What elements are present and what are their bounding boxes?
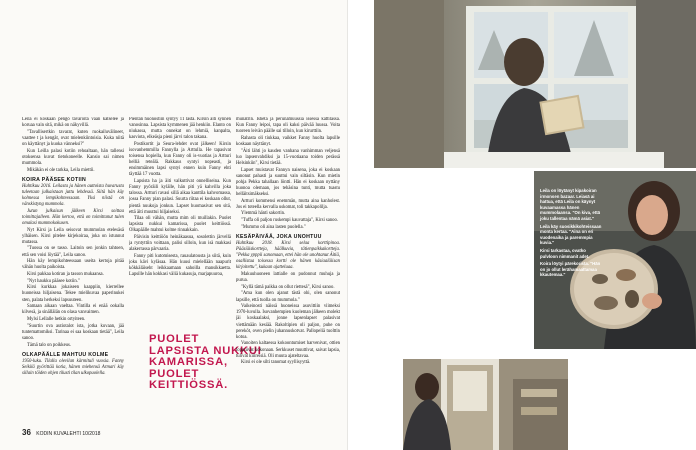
paragraph: Päivisin keittiöön heinäkaasua, sosolettin järvellä ja ryntyttiin voittaan, palisi silloin, kun isä makkasi alakerrassa pärvaaria. bbox=[129, 235, 231, 253]
paragraph: munatrin. Isheta ja perunamuussia issessa kattilassa. Kun Fanny leipoi, tapa oli kaksi päivää luussa. Voita tuoreen leivän päälle sai tilloin, kun kirurttiin. bbox=[236, 117, 340, 135]
paragraph: Kun Leilla palasi kotiin rehoaltaan, hän tallensi otoksensa kuvat tietokoneelle. Kansio sai nimen mummola. bbox=[22, 148, 124, 166]
section-heading: KOIRA PÄÄSEE KOTIIN bbox=[22, 176, 87, 183]
page-number: 36 bbox=[22, 428, 31, 437]
paragraph: Mylsi Lellalle hetkin ortyiteen. bbox=[27, 317, 86, 323]
paragraph: "Tavallisertkin tavarat, kuten ruokailuvälineet, vaattee t ja kengät, ovat mielenkiintoisia. Kuka niitä on käyttänyt ja kuoka vänneksi?" bbox=[22, 129, 124, 147]
page-footer bbox=[22, 428, 100, 437]
caption-text: Leila käy suosikkikohteissaan monta kertaa. "Aina on eri vuodenaika ja paremmpia kuvia." bbox=[540, 223, 602, 246]
paragraph: Mikäkän ei ole tarkka, Leila miettii. bbox=[27, 167, 95, 173]
section-heading: KESÄPÄIVÄÄ, JOKA UNOHTUU bbox=[236, 233, 322, 240]
text-column-2 bbox=[129, 117, 231, 330]
photo-illustration bbox=[403, 359, 568, 450]
paragraph: Jutun julkaisun jälkeen Kirsi soittaa toimittajalleen. Hän kertoo, että on toimittanut tulen omalasi mummokokusen. bbox=[22, 208, 124, 226]
paragraph: Vanoiten kaltaessa kokoontumiset harvenivat, ottien loppuivat kokonaan. Serkkuset muuttivat, saivat lapsia, tulivat kiiireisiä. Oli muuta ajateltavaa. bbox=[236, 341, 340, 359]
photo-caption bbox=[540, 188, 602, 280]
photo-woman-in-hallway bbox=[403, 359, 568, 450]
paragraph: "Mummo oli aina lasten puolella." bbox=[241, 224, 306, 230]
paragraph: "Ama kun olen ajanut tästä ohi, olen sanonut lapsille, että tuolla on mummola." bbox=[236, 291, 340, 303]
paragraph: Artturi kommensi enemmän, mutta aina kanholest. Jos ei toteella kervalla uskomat, toli takkapolilja. bbox=[236, 198, 340, 210]
text-column-3 bbox=[236, 117, 340, 422]
paragraph: Leila ei koskaan pengo tavaroita vaan katselee ja koruaa vain sitä, mikä on näkyvillä. bbox=[22, 117, 124, 129]
caption-text: Leila on löytänyt kipakoiran irmonsen bazaar. Leiasä ai hattua, että Leila on käynyt kuvaamassa hänen mummolaansa. "On kiva, että joku tallentaa nämä asiat." bbox=[540, 188, 601, 221]
photo-illustration bbox=[374, 0, 696, 168]
paragraph: Fanny piti kutomisesta, rauaulatousta ja siitä, kuin joku kävi kyläsaa. Hän kuusi mielellään naapurit kökkäläiseht leikkaamaan sahoilla mansikkaetta. Lapsille hän kokkasi väliä kukasuja, marjapuuroa, bbox=[129, 254, 231, 278]
paragraph: "Kyllä tämä paikka on ollut riettesä", Kirsi sanoo. bbox=[241, 284, 335, 290]
paragraph: "Suurtin ova autiotalot ista, jotka kuvaan, jää tuntemattomiksi. Tarinaa ei saa koskaan tietää", Leila sanoo. bbox=[22, 323, 124, 341]
caption-text: Kirsi tarkastaa, ovatko pulvloon nimmanit adet. bbox=[540, 247, 590, 259]
paragraph: Makuuhuoneen lattialle on pudonnut muhuja ja purua. bbox=[236, 272, 340, 284]
section-heading: OLKAPÄÄLLE MAHTUU KOLME bbox=[22, 351, 109, 358]
paragraph: Huhtikuu 2016. Leilasta ja hänen auttoista huvarusta tuleetaan julkaistaan juttu lehdessä. Siitä hän käy kolmessa lempikohteessaan. Yksi niistä on vänskistyng mummola. bbox=[22, 183, 124, 207]
paragraph: Ylemmä hänti sakortin. bbox=[241, 211, 286, 217]
paragraph: Lapsista ha ja äiti valkuttivat onnelliseina. Kun Fanny pyöräili kylälle, hän piti yä kahvilla joka talossa. Artturi ravasi sillä aikaa kanttila kahvomassa, jossa Fanny pian palasi. Suurta riitaa ei koskaan ollut, pientä nuukoja jonkun. Lapset huomasivat sen sitä, että äiti muuttui hiljaiseksi. bbox=[129, 179, 231, 215]
paragraph: Rahasta oli tiukkaa, vaikket Fanny huolta lapsille koskaan näyttänyt. bbox=[236, 135, 340, 147]
paragraph: Pientän huonostiin syntyy 11 lasta. Kirsin äiti synnen vanosinna. Lapsista kymmenen jää henkiin. Elanto on niukassa, mutta onnekat on lehmiä, kanpalta, kasviota, elkeäsja pieni järvi talon takana. bbox=[129, 117, 231, 141]
paragraph: Hän käy lempikohteessaan useita kertoja pitää vähän huolta paikoista. bbox=[22, 259, 124, 271]
paragraph: Tämä talo on poikkeus. bbox=[27, 342, 72, 348]
caption-text: Koira löytyi pärekorista. "Hän on jo ollut lerähamaattamaa kkautemaa." bbox=[540, 261, 601, 278]
paragraph: Tilaa oli vähän, mutta mim oli muillakin. Puolet lapsista nukkui kamarissa, puolet keittiössä. Olkapäälle mahtui kolme rinnakkain. bbox=[129, 216, 231, 234]
text-column-1 bbox=[22, 117, 124, 417]
paragraph: "Äiti lähti jo kauden vanhana vanhimman veljensä luo lapsenvahdiksi ja 15-vuotiaana toiden perässä Helsinkiin", Kirsi tietää. bbox=[236, 148, 340, 166]
paragraph: 1950-luku. Tilalla olevilan kärmituli vuosia. Fanny Seikilä pyörittää kotia, hänen miehensä Armari käy sillain töiden ohjen tilusti tilan ulkopuolella. bbox=[22, 358, 124, 376]
paragraph: "Nyt haukku pääsee kotiin." bbox=[27, 278, 80, 284]
photo-woman-with-book-at-window bbox=[374, 0, 696, 168]
paragraph: Samaan aikaan vaeltaa. Vintilla ei enää ookalla kilvesä, ja sinällälän on olasa vanvaimen. bbox=[22, 304, 124, 316]
paragraph: Kirsi pakkaa kotiran ja tasson mukaansa. bbox=[27, 272, 104, 277]
paragraph: Huhtikuu 2018. Kirsi selaa korttipinoa. Pääsiäiskortteja, häälkuvia, tätienpaikkakortteja. "Pekka ypppii sanomaan, ettei hän ole unohtanut Äitiä, osallistua toisessa kortti ole hänen käsiaaläiisan kirjoitettu", kukaan ajatteluaa. bbox=[236, 240, 340, 271]
paragraph: "Tuossa on se tasso. Laitoin sen jonkin tahtoen, että sen voisi löytää", Leila sanoo. bbox=[22, 246, 124, 258]
pull-quote: PUOLET LAPSISTA NUKKUI KAMARISSA, PUOLET KEITTIÖSSÄ. bbox=[149, 333, 262, 391]
magazine-issue: KODIN KUVALEHTI 10/2018 bbox=[36, 431, 101, 437]
paragraph: Kirsi kurkkaa jokaiseen kaappiin, kierrellee huoneissa hiljaisena. Tekee mielikuvaa paperinukei sten, palata herkeksi lapsuuteen. bbox=[22, 285, 124, 303]
paragraph: Vaikeinosti näissä huoneissa asuvittiin viimeksi 1970-luvulla. Isovanhempien kuoleman jälkeen molekt jäi koskaalaksi, jonne lapsenlapset palasivat viettämään kesiää. Rakoltipien oli paljon, puhe on pereköt, oven pielin juhannuskotvat. Pallopeliä tuolttin kotoa. bbox=[236, 304, 340, 340]
paragraph: Kirsi ei ole silti tanomat syyllisyyttä. bbox=[241, 360, 311, 366]
paragraph: "Tuffa oli paljon ruskempi kauvattaja", Kirsi sanoo. bbox=[241, 218, 339, 224]
paragraph: Lapset muistavat Fannyn naisena, joka ei koskaan sanonut pahasti ja suuttui vain siltäsin. Kun mietin pohja Pekka tahallaan löntti. Hän ei koskaan nyttäny huonoa olemaan, jos tehäsina tunti, mutta tuastu helläitsimäkseksi. bbox=[236, 167, 340, 197]
paragraph: Postikortit ja Seura-lehdet ovat jälkeen! Kirsin isovanhemmilla Fannylla ja Arttulla. He tapasivat toisensa hopiella, kun Fanny oli is-vuotias ja Artturi helliä reteälä. Rakkaus syntyi nopeasti, ja ensimmäinen lapsi syntyi ennen kuin Fanny ehti täyttää 17 vuotta. bbox=[129, 141, 231, 178]
paragraph: Nyt Kirsi ja Leila seisovat mummolan etelesäsä ylhäisen. Kirsi pitelee kirjekoiraa, joka on istunnut mutassa. bbox=[22, 227, 124, 245]
